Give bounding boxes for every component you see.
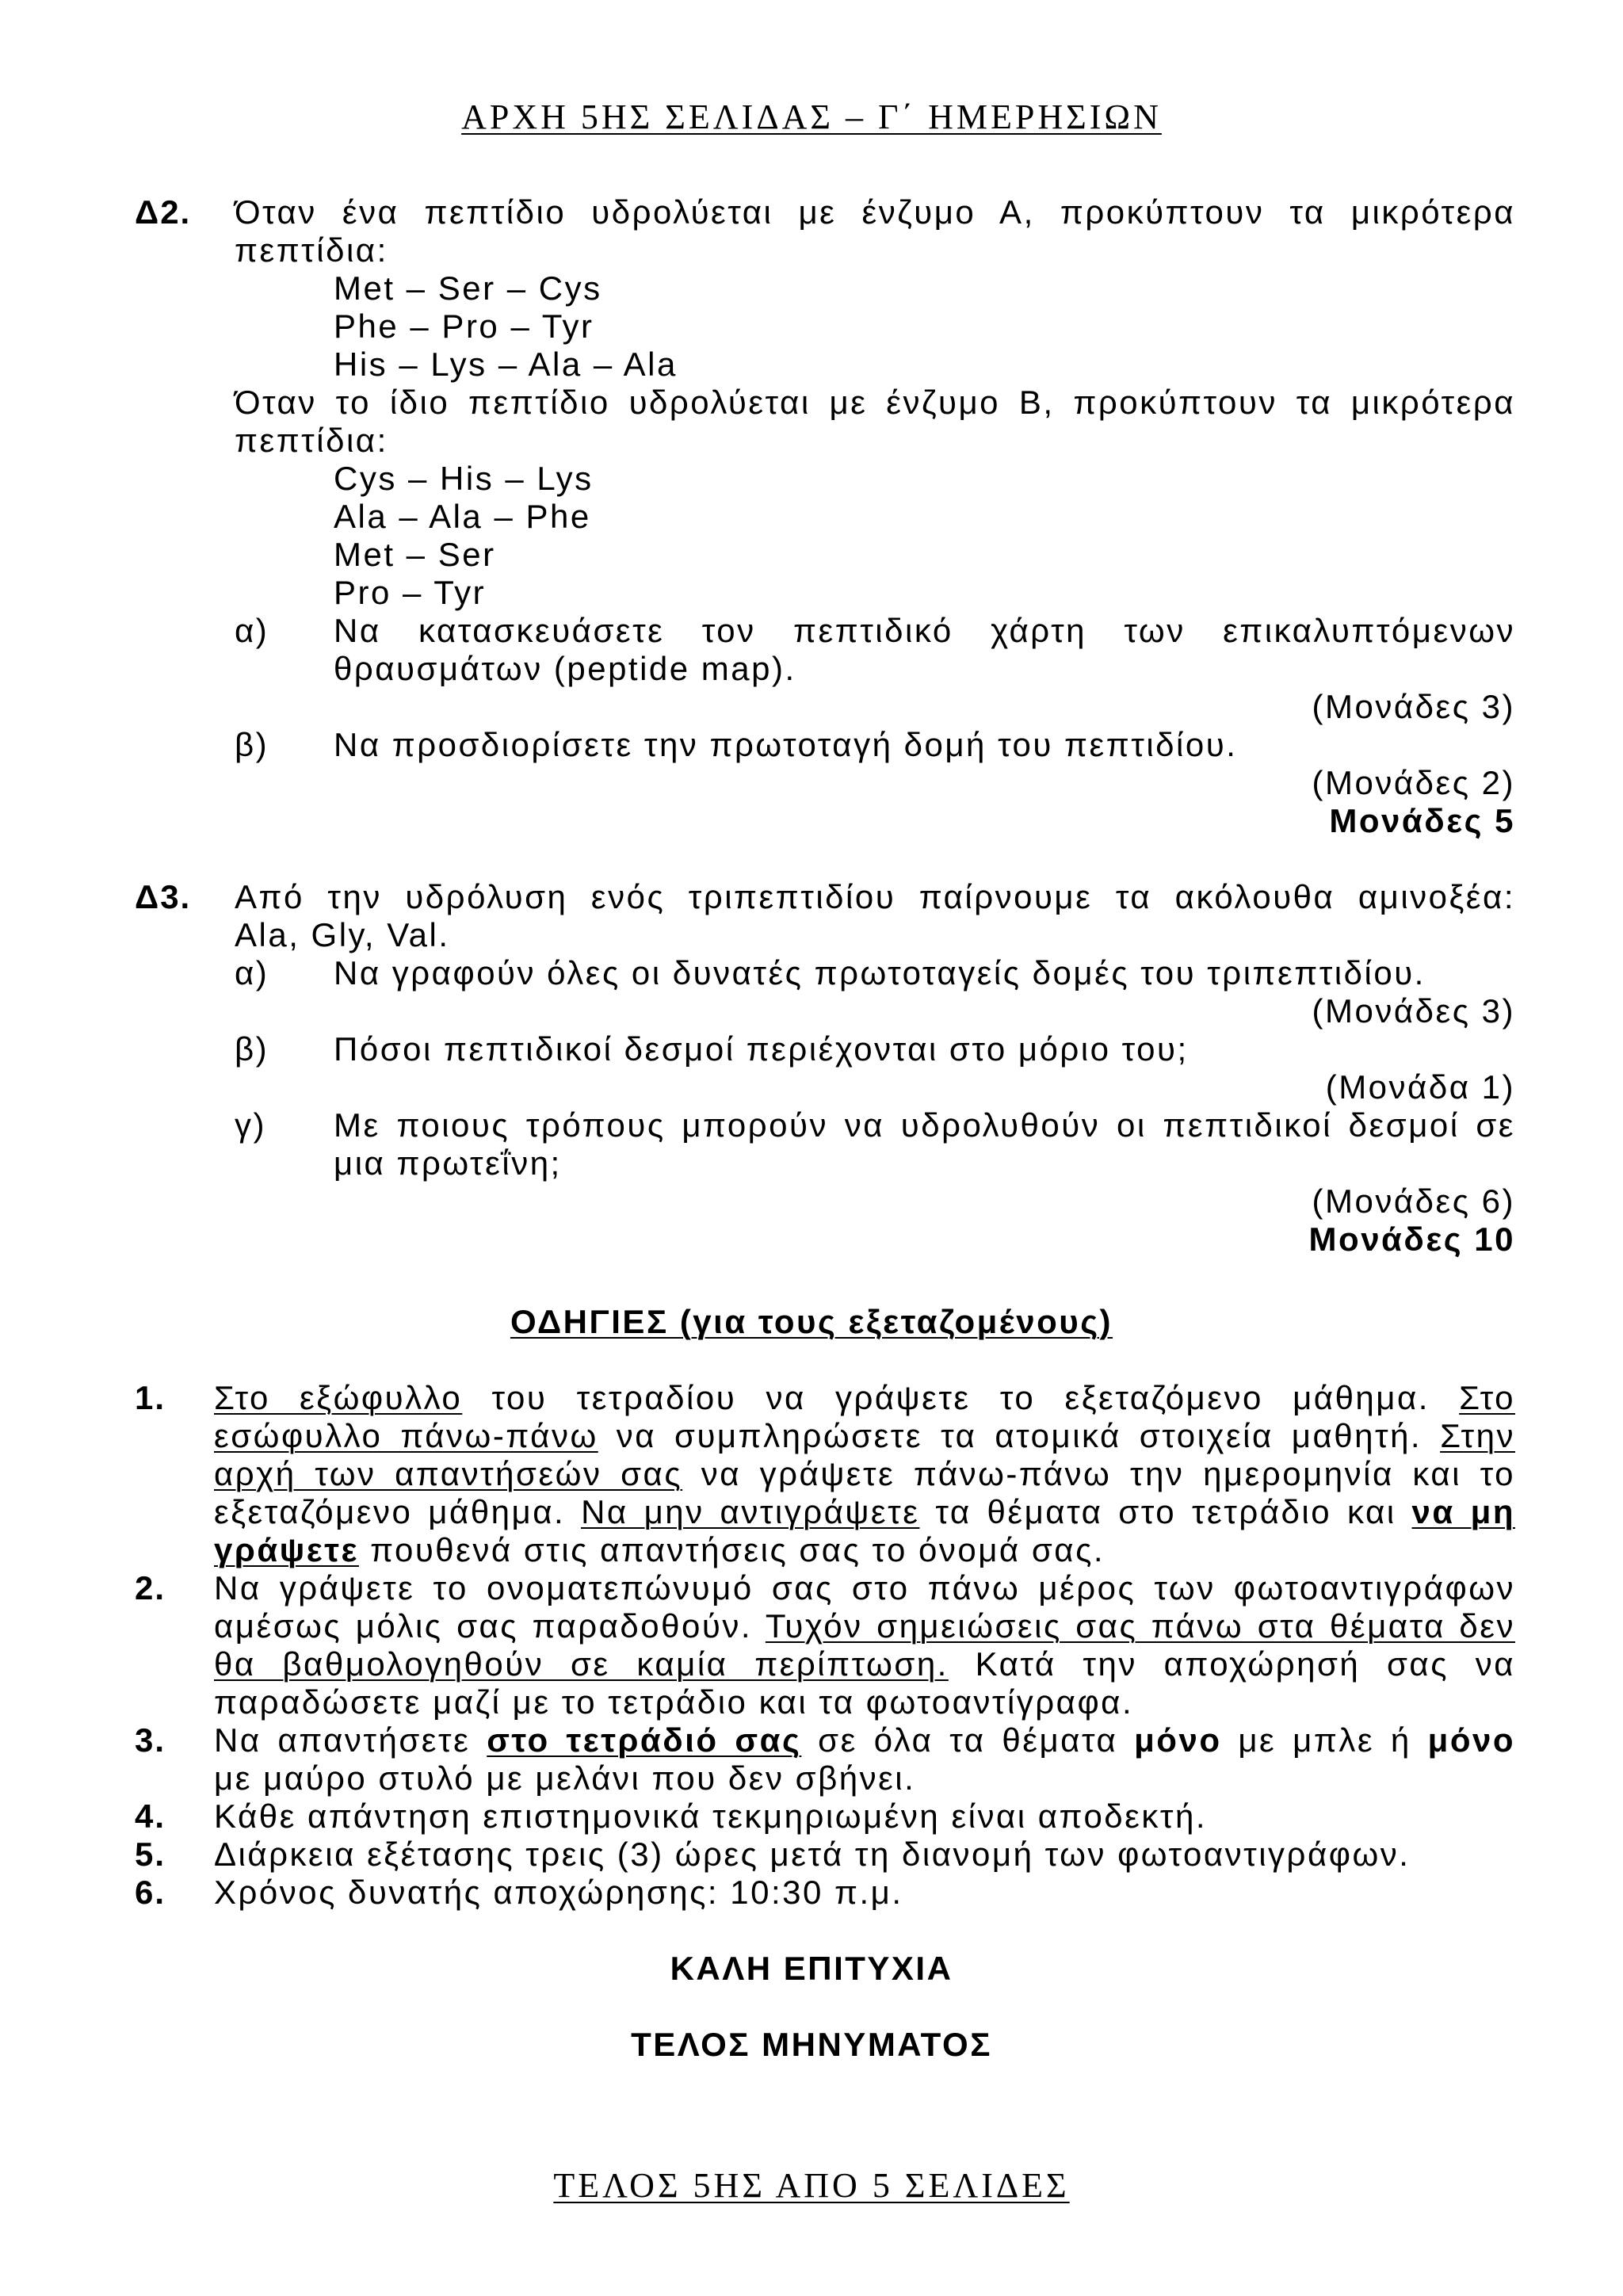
instruction-2-line4: παραδώσετε μαζί με το τετράδιο και τα φωτοαντίγραφα. [214, 1683, 1134, 1721]
q2-enzymeA-fragment-1: Met – Ser – Cys [334, 269, 602, 307]
instruction-2-line2 [214, 1607, 1515, 1645]
q2-b-text: Να προσδιορίσετε την πρωτοταγή δομή του πεπτιδίου. [334, 726, 1238, 763]
q2-a-line2: θραυσμάτων (peptide map). [334, 650, 796, 687]
text-underlined: θα βαθμολογηθούν σε καμία περίπτωση. [214, 1645, 949, 1683]
question-number-d3: Δ3. [135, 878, 192, 915]
q3-c-line1: Με ποιους τρόπους μπορούν να υδρολυθούν οι πεπτιδικοί δεσμοί σε [334, 1106, 1515, 1144]
instruction-1-line4 [214, 1493, 1515, 1531]
instruction-1-line5 [214, 1531, 1105, 1569]
q3-a-text: Να γραφούν όλες οι δυνατές πρωτοταγείς δομές του τριπεπτιδίου. [334, 954, 1426, 991]
page-header-title: ΑΡΧΗ 5ΗΣ ΣΕΛΙΔΑΣ – Γ΄ ΗΜΕΡΗΣΙΩΝ [461, 97, 1162, 136]
text-underlined: Στην [1440, 1417, 1515, 1454]
q3-b-text: Πόσοι πεπτιδικοί δεσμοί περιέχονται στο μόριο του; [334, 1030, 1189, 1068]
q3-c-line2: μια πρωτεΐνη; [334, 1144, 562, 1182]
text: να συμπληρώσετε τα ατομικά στοιχεία μαθητή. [598, 1417, 1441, 1454]
instruction-5-number: 5. [135, 1836, 166, 1873]
text-underlined: Τυχόν σημειώσεις σας πάνω στα θέματα δεν [765, 1607, 1515, 1645]
instruction-2-line1: Να γράψετε το ονοματεπώνυμό σας στο πάνω μέρος των φωτοαντιγράφων [214, 1569, 1515, 1606]
instruction-2-line3 [214, 1645, 1515, 1683]
text: τα θέματα στο τετράδιο και [919, 1493, 1412, 1530]
text-bold: μόνο [1134, 1721, 1222, 1759]
text: σε όλα τα θέματα [801, 1721, 1135, 1759]
text: με μπλε ή [1221, 1721, 1428, 1759]
q2-enzymeA-fragment-3: His – Lys – Ala – Ala [334, 346, 678, 383]
q2-b-points: (Μονάδες 2) [1312, 764, 1515, 801]
q3-intro-line1: Από την υδρόλυση ενός τριπεπτιδίου παίρνουμε τα ακόλουθα αμινοξέα: [235, 878, 1515, 915]
text-underlined: Να μην αντιγράψετε [581, 1493, 920, 1530]
q2-second-line1: Όταν το ίδιο πεπτίδιο υδρολύεται με ένζυμο Β, προκύπτουν τα μικρότερα [235, 384, 1515, 421]
text: αμέσως μόλις σας παραδοθούν. [214, 1607, 766, 1645]
closing-wish: ΚΑΛΗ ΕΠΙΤΥΧΙΑ [670, 1950, 953, 1987]
instruction-4-number: 4. [135, 1797, 166, 1835]
q2-second-line2: πεπτίδια: [235, 422, 388, 459]
instruction-6-text: Χρόνος δυνατής αποχώρησης: 10:30 π.μ. [214, 1874, 903, 1911]
instruction-1-line1 [214, 1379, 1515, 1417]
instruction-3-number: 3. [135, 1721, 166, 1759]
text: Να απαντήσετε [214, 1721, 487, 1759]
q2-a-line1: Να κατασκευάσετε τον πεπτιδικό χάρτη των επικαλυπτόμενων [334, 612, 1515, 649]
q2-a-points: (Μονάδες 3) [1312, 688, 1515, 725]
instruction-6-number: 6. [135, 1874, 166, 1911]
instruction-2-number: 2. [135, 1569, 166, 1606]
text-underlined: Στο [1459, 1379, 1515, 1416]
q3-total-points: Μονάδες 10 [1308, 1221, 1515, 1258]
closing-end-message: ΤΕΛΟΣ ΜΗΝΥΜΑΤΟΣ [631, 2026, 992, 2063]
instruction-1-line2 [214, 1417, 1515, 1455]
instruction-4-text: Κάθε απάντηση επιστημονικά τεκμηριωμένη είναι αποδεκτή. [214, 1797, 1208, 1835]
q3-b-points: (Μονάδα 1) [1325, 1068, 1515, 1106]
instruction-5-text: Διάρκεια εξέτασης τρεις (3) ώρες μετά τη διανομή των φωτοαντιγράφων. [214, 1836, 1411, 1873]
instructions-heading: ΟΔΗΓΙΕΣ (για τους εξεταζομένους) [510, 1303, 1113, 1340]
instruction-1-line3 [214, 1455, 1515, 1493]
question-number-d2: Δ2. [135, 193, 192, 231]
text-bold-underlined: γράψετε [214, 1531, 359, 1568]
q3-a-points: (Μονάδες 3) [1312, 992, 1515, 1030]
q3-b-label: β) [235, 1030, 269, 1068]
text-underlined: εσώφυλλο πάνω-πάνω [214, 1417, 598, 1454]
q2-enzymeA-fragment-2: Phe – Pro – Tyr [334, 308, 594, 345]
text-bold-underlined: στο τετράδιό σας [487, 1721, 802, 1759]
text-bold: μόνο [1427, 1721, 1516, 1759]
instruction-3-line2: με μαύρο στυλό με μελάνι που δεν σβήνει. [214, 1759, 916, 1797]
text-underlined: Στο εξώφυλλο [214, 1379, 463, 1416]
q2-a-label: α) [235, 612, 269, 649]
instruction-3-line1 [214, 1721, 1515, 1759]
q2-intro-line1: Όταν ένα πεπτίδιο υδρολύεται με ένζυμο Α, προκύπτουν τα μικρότερα [235, 193, 1515, 231]
q2-enzymeB-fragment-1: Cys – His – Lys [334, 460, 594, 497]
q2-enzymeB-fragment-4: Pro – Tyr [334, 574, 487, 611]
q2-enzymeB-fragment-3: Met – Ser [334, 536, 496, 573]
q2-intro-line2: πεπτίδια: [235, 231, 388, 269]
text: εξεταζόμενο μάθημα. [214, 1493, 582, 1530]
q3-a-label: α) [235, 954, 269, 991]
q2-total-points: Μονάδες 5 [1329, 802, 1515, 839]
q2-b-label: β) [235, 726, 269, 763]
text: να γράψετε πάνω-πάνω την ημερομηνία και το [682, 1455, 1516, 1492]
text: πουθενά στις απαντήσεις σας το όνομά σας. [358, 1531, 1105, 1568]
q3-c-points: (Μονάδες 6) [1312, 1182, 1515, 1220]
q3-c-label: γ) [235, 1106, 266, 1144]
q2-enzymeB-fragment-2: Ala – Ala – Phe [334, 498, 591, 535]
instruction-1-number: 1. [135, 1379, 166, 1416]
text-underlined: αρχή των απαντήσεών σας [214, 1455, 683, 1492]
text: του τετραδίου να γράψετε το εξεταζόμενο μάθημα. [462, 1379, 1460, 1416]
q3-intro-line2: Ala, Gly, Val. [235, 916, 450, 953]
text: Κατά την αποχώρησή σας να [948, 1645, 1515, 1683]
text-bold-underlined: να μη [1411, 1493, 1515, 1530]
page-footer-title: ΤΕΛΟΣ 5ΗΣ ΑΠΟ 5 ΣΕΛΙΔΕΣ [553, 2166, 1070, 2205]
